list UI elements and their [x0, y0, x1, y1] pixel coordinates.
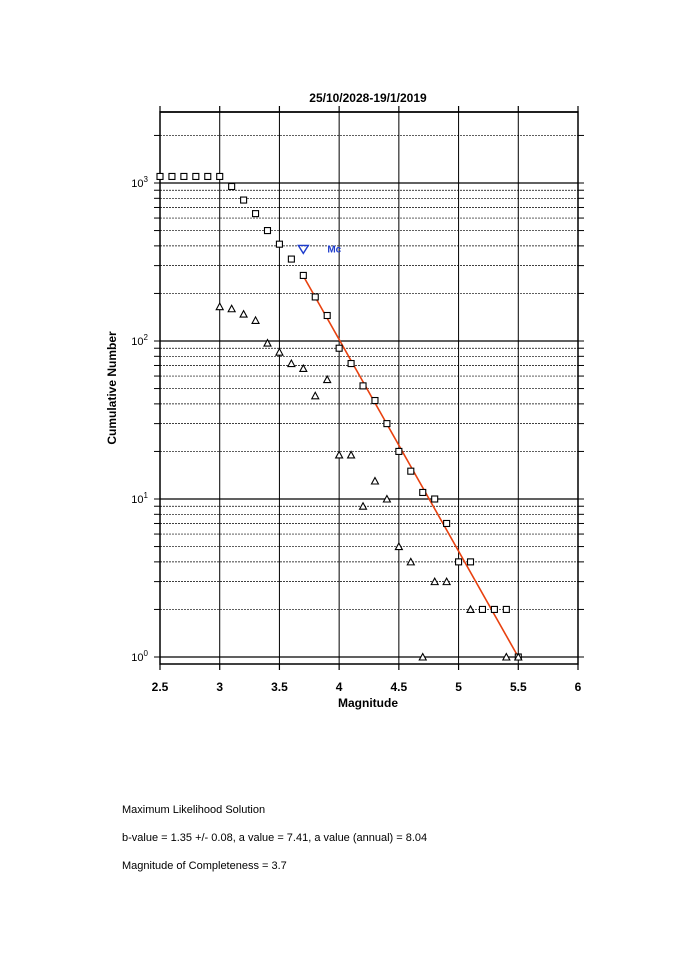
- square-point: [408, 468, 414, 474]
- y-tick-exponent: 3: [143, 175, 148, 184]
- x-tick-label: 6: [574, 680, 582, 694]
- triangle-point: [240, 311, 247, 318]
- triangle-point: [336, 451, 343, 458]
- square-point: [348, 361, 354, 367]
- square-point: [264, 228, 270, 234]
- y-tick-label: [131, 649, 148, 664]
- square-point: [205, 173, 211, 179]
- square-point: [157, 173, 163, 179]
- square-point: [217, 173, 223, 179]
- square-point: [324, 313, 330, 319]
- square-point: [241, 197, 247, 203]
- square-point: [253, 211, 259, 217]
- y-tick-exponent: 1: [143, 491, 148, 500]
- square-point: [229, 184, 235, 190]
- square-point: [336, 345, 342, 351]
- square-point: [312, 294, 318, 300]
- x-axis-label: Magnitude: [338, 696, 398, 710]
- chart-title: 25/10/2028-19/1/2019: [309, 91, 427, 105]
- x-tick-label: 3.5: [271, 680, 288, 694]
- y-tick-base: 10: [131, 336, 144, 348]
- x-tick-label: 5.5: [509, 680, 527, 694]
- square-point: [181, 173, 187, 179]
- y-tick-label: [131, 175, 148, 190]
- y-tick-exponent: 2: [143, 333, 148, 342]
- y-tick-base: 10: [131, 178, 144, 190]
- plot-frame: [160, 112, 578, 664]
- x-tick-label: 3: [216, 680, 224, 694]
- mc-label: Mc: [327, 244, 342, 256]
- y-tick-base: 10: [131, 494, 144, 506]
- square-point: [384, 421, 390, 427]
- y-axis-label: Cumulative Number: [105, 331, 119, 445]
- ml-heading: Maximum Likelihood Solution: [122, 804, 266, 816]
- y-tick-label: [131, 333, 148, 348]
- triangle-point: [288, 360, 295, 367]
- triangle-point: [216, 303, 223, 310]
- triangle-point: [276, 349, 283, 356]
- x-tick-label: 5: [455, 680, 462, 694]
- square-point: [276, 241, 282, 247]
- x-tick-label: 4.5: [390, 680, 408, 694]
- triangle-point: [252, 317, 259, 324]
- square-point: [169, 173, 175, 179]
- square-point: [468, 559, 474, 565]
- grid-layer: [160, 112, 578, 664]
- square-point: [420, 489, 426, 495]
- triangle-point: [312, 392, 319, 399]
- square-point: [300, 272, 306, 278]
- x-tick-label: 2.5: [151, 680, 169, 694]
- x-tick-label: 4: [335, 680, 343, 694]
- square-point: [491, 606, 497, 612]
- triangle-point: [228, 305, 235, 312]
- square-point: [444, 520, 450, 526]
- triangle-point: [348, 451, 355, 458]
- square-point: [193, 173, 199, 179]
- bvalue-line: b-value = 1.35 +/- 0.08, a value = 7.41, a value (annual) = 8.04: [122, 832, 428, 844]
- square-point: [479, 606, 485, 612]
- fit-line-layer: [303, 276, 518, 657]
- square-point: [360, 383, 366, 389]
- triangle-point: [324, 376, 331, 383]
- square-point: [372, 398, 378, 404]
- square-point: [432, 496, 438, 502]
- square-point: [288, 256, 294, 262]
- fit-line: [303, 276, 518, 657]
- tick-layer: [131, 106, 584, 694]
- mc-line: Magnitude of Completeness = 3.7: [122, 860, 287, 872]
- y-tick-exponent: 0: [143, 649, 148, 658]
- square-point: [503, 606, 509, 612]
- triangle-point: [371, 477, 378, 484]
- y-tick-base: 10: [131, 652, 144, 664]
- mc-marker-icon: [298, 245, 308, 253]
- y-tick-label: [131, 491, 148, 506]
- square-point: [396, 448, 402, 454]
- square-point: [456, 559, 462, 565]
- triangle-point: [300, 365, 307, 372]
